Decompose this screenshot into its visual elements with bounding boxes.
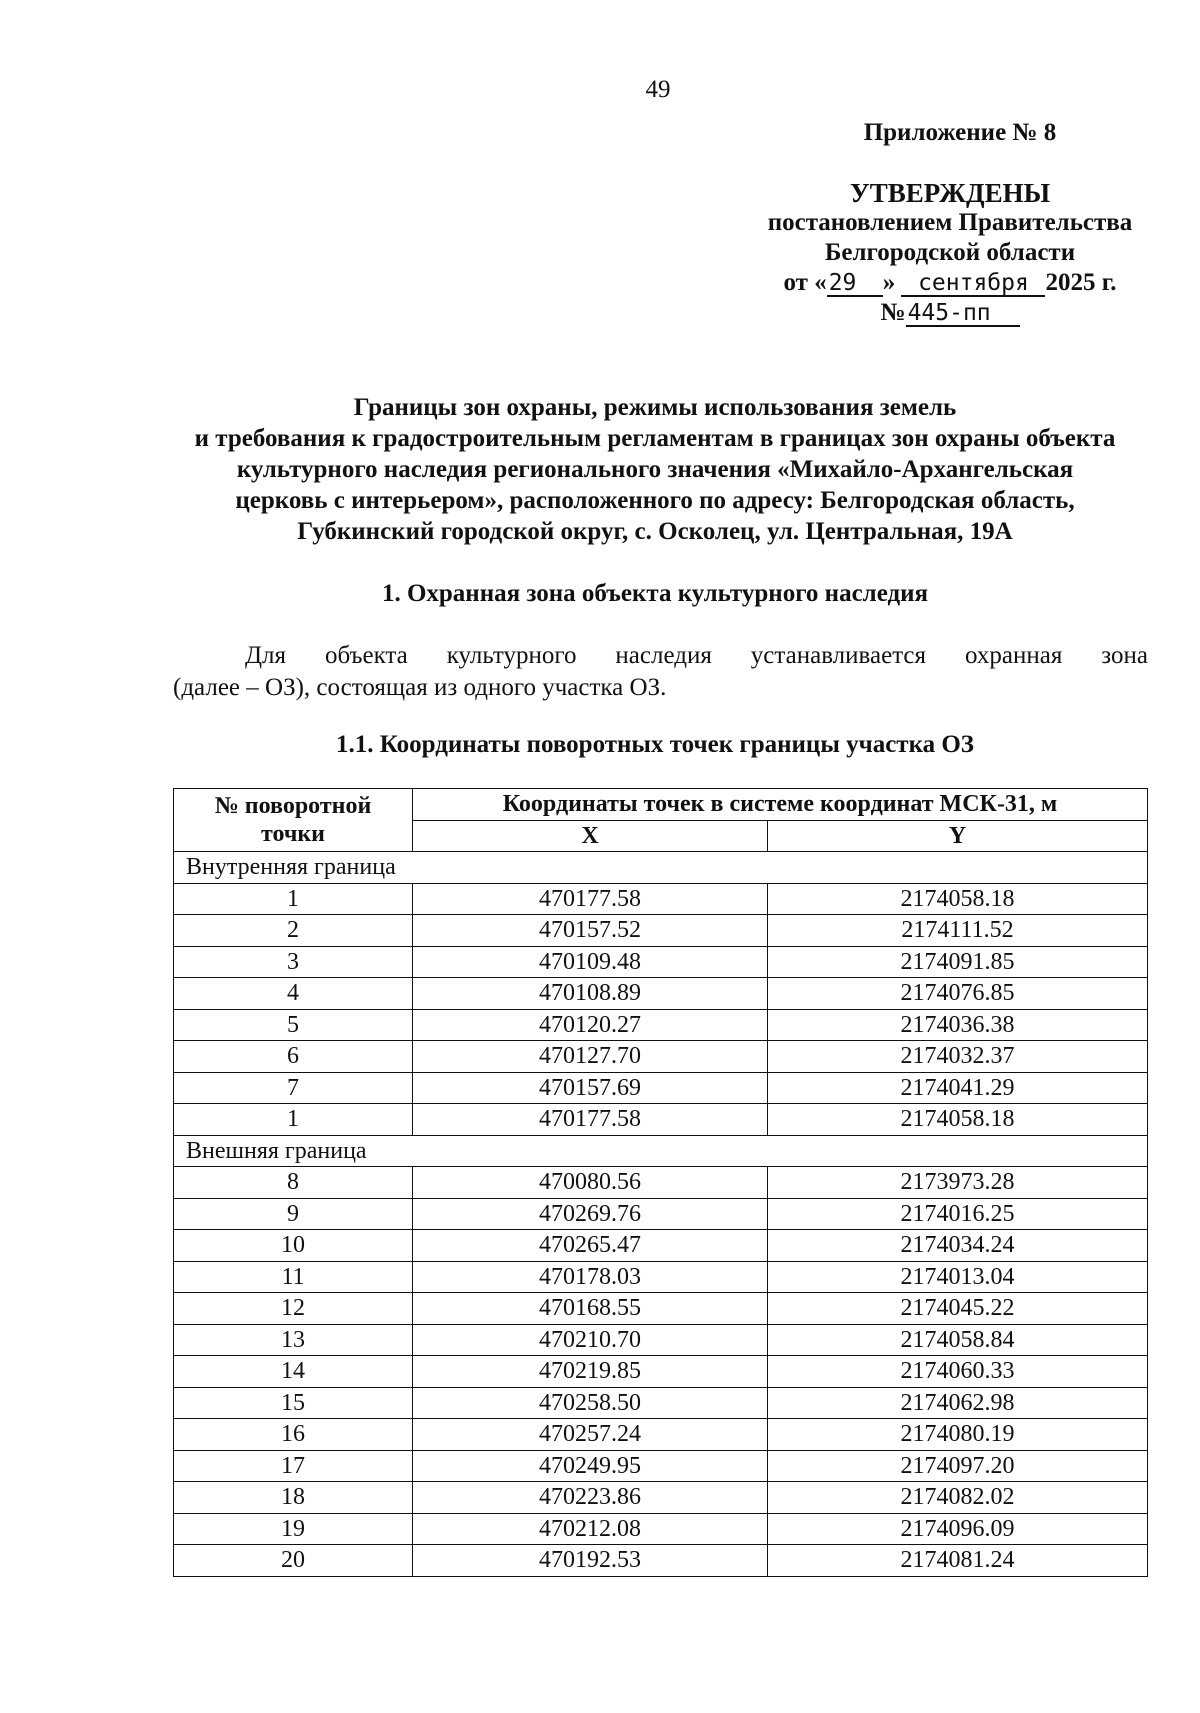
approval-block (740, 118, 1160, 328)
document-title (160, 392, 1150, 547)
header-point-number (174, 789, 413, 852)
x-coordinate-cell: 470258.50 (413, 1387, 768, 1419)
point-number-cell: 10 (174, 1230, 413, 1262)
point-number-cell: 16 (174, 1419, 413, 1451)
x-coordinate-cell: 470108.89 (413, 978, 768, 1010)
title-line: культурного наследия регионального значения «Михайло-Архангельская (236, 456, 1074, 483)
table-row (174, 1482, 1148, 1514)
group-label: Внешняя граница (174, 1135, 1148, 1167)
point-number-cell: 18 (174, 1482, 413, 1514)
y-coordinate-cell: 2174082.02 (768, 1482, 1148, 1514)
table-row (174, 1072, 1148, 1104)
y-coordinate-cell: 2174096.09 (768, 1513, 1148, 1545)
x-coordinate-cell: 470157.69 (413, 1072, 768, 1104)
number-prefix: № (880, 299, 906, 326)
section-paragraph (173, 640, 1148, 704)
table-row (174, 1545, 1148, 1577)
header-x: X (413, 820, 768, 852)
paragraph-line-2: (далее – ОЗ), состоящая из одного участка ОЗ. (173, 674, 667, 701)
y-coordinate-cell: 2174045.22 (768, 1293, 1148, 1325)
header-y: Y (768, 820, 1148, 852)
x-coordinate-cell: 470080.56 (413, 1167, 768, 1199)
table-row (174, 1324, 1148, 1356)
table-row (174, 1009, 1148, 1041)
x-coordinate-cell: 470265.47 (413, 1230, 768, 1262)
y-coordinate-cell: 2174076.85 (768, 978, 1148, 1010)
x-coordinate-cell: 470257.24 (413, 1419, 768, 1451)
coordinates-table (173, 788, 1148, 1577)
x-coordinate-cell: 470168.55 (413, 1293, 768, 1325)
point-number-cell: 13 (174, 1324, 413, 1356)
approval-line-2: Белгородской области (824, 239, 1076, 266)
table-body (174, 852, 1148, 1577)
x-coordinate-cell: 470223.86 (413, 1482, 768, 1514)
y-coordinate-cell: 2174058.18 (768, 883, 1148, 915)
y-coordinate-cell: 2174058.18 (768, 1104, 1148, 1136)
group-row (174, 852, 1148, 884)
table-row (174, 1230, 1148, 1262)
y-coordinate-cell: 2174013.04 (768, 1261, 1148, 1293)
point-number-cell: 7 (174, 1072, 413, 1104)
table-row (174, 946, 1148, 978)
point-number-cell: 12 (174, 1293, 413, 1325)
group-row (174, 1135, 1148, 1167)
x-coordinate-cell: 470212.08 (413, 1513, 768, 1545)
table-row (174, 1293, 1148, 1325)
approved-heading: УТВЕРЖДЕНЫ (849, 178, 1051, 208)
point-number-cell: 3 (174, 946, 413, 978)
y-coordinate-cell: 2174036.38 (768, 1009, 1148, 1041)
table-row (174, 1041, 1148, 1073)
point-number-cell: 17 (174, 1450, 413, 1482)
x-coordinate-cell: 470109.48 (413, 946, 768, 978)
approval-line-1: постановлением Правительства (767, 209, 1133, 236)
y-coordinate-cell: 2174081.24 (768, 1545, 1148, 1577)
group-label: Внутренняя граница (174, 852, 1148, 884)
x-coordinate-cell: 470127.70 (413, 1041, 768, 1073)
x-coordinate-cell: 470192.53 (413, 1545, 768, 1577)
x-coordinate-cell: 470210.70 (413, 1324, 768, 1356)
x-coordinate-cell: 470219.85 (413, 1356, 768, 1388)
y-coordinate-cell: 2174091.85 (768, 946, 1148, 978)
point-number-cell: 19 (174, 1513, 413, 1545)
subsection-heading: 1.1. Координаты поворотных точек границы участка ОЗ (336, 731, 974, 758)
point-number-cell: 2 (174, 915, 413, 947)
header-coordinates: Координаты точек в системе координат МСК-31, м (413, 789, 1148, 821)
table-row (174, 1261, 1148, 1293)
table-row (174, 1167, 1148, 1199)
point-number-cell: 4 (174, 978, 413, 1010)
y-coordinate-cell: 2174080.19 (768, 1419, 1148, 1451)
table-row (174, 1356, 1148, 1388)
date-year: 2025 г. (1045, 269, 1117, 296)
y-coordinate-cell: 2174060.33 (768, 1356, 1148, 1388)
y-coordinate-cell: 2174062.98 (768, 1387, 1148, 1419)
paragraph-line-1: Для объекта культурного наследия устанавливается охранная зона (245, 642, 1148, 669)
date-mid: » (882, 269, 896, 296)
y-coordinate-cell: 2174032.37 (768, 1041, 1148, 1073)
title-line: Губкинский городской округ, с. Осколец, ул. Центральная, 19А (297, 518, 1013, 545)
appendix-label: Приложение № 8 (863, 119, 1057, 146)
y-coordinate-cell: 2174097.20 (768, 1450, 1148, 1482)
table-row (174, 915, 1148, 947)
point-number-cell: 11 (174, 1261, 413, 1293)
point-number-cell: 1 (174, 1104, 413, 1136)
table-row (174, 1450, 1148, 1482)
x-coordinate-cell: 470177.58 (413, 1104, 768, 1136)
table-row (174, 1419, 1148, 1451)
y-coordinate-cell: 2174058.84 (768, 1324, 1148, 1356)
x-coordinate-cell: 470269.76 (413, 1198, 768, 1230)
header-point-line-1: № поворотной (214, 793, 372, 819)
table-row (174, 978, 1148, 1010)
y-coordinate-cell: 2173973.28 (768, 1167, 1148, 1199)
document-number: 445-пп (906, 301, 1020, 327)
table-row (174, 1513, 1148, 1545)
approval-number (740, 298, 1160, 328)
point-number-cell: 8 (174, 1167, 413, 1199)
table-row (174, 1387, 1148, 1419)
y-coordinate-cell: 2174016.25 (768, 1198, 1148, 1230)
title-line: церковь с интерьером», расположенного по адресу: Белгородская область, (235, 487, 1075, 514)
date-day: 29 (827, 271, 883, 297)
y-coordinate-cell: 2174111.52 (768, 915, 1148, 947)
approval-date (740, 268, 1160, 298)
x-coordinate-cell: 470178.03 (413, 1261, 768, 1293)
x-coordinate-cell: 470177.58 (413, 883, 768, 915)
point-number-cell: 14 (174, 1356, 413, 1388)
section-heading: 1. Охранная зона объекта культурного наследия (381, 580, 929, 607)
x-coordinate-cell: 470249.95 (413, 1450, 768, 1482)
date-prefix: от « (783, 269, 827, 296)
title-line: Границы зон охраны, режимы использования земель (353, 394, 957, 421)
point-number-cell: 5 (174, 1009, 413, 1041)
point-number-cell: 20 (174, 1545, 413, 1577)
title-line: и требования к градостроительным регламентам в границах зон охраны объекта (194, 425, 1116, 452)
table-row (174, 1198, 1148, 1230)
x-coordinate-cell: 470120.27 (413, 1009, 768, 1041)
point-number-cell: 6 (174, 1041, 413, 1073)
y-coordinate-cell: 2174041.29 (768, 1072, 1148, 1104)
table-row (174, 1104, 1148, 1136)
point-number-cell: 1 (174, 883, 413, 915)
page-number: 49 (645, 76, 671, 103)
y-coordinate-cell: 2174034.24 (768, 1230, 1148, 1262)
header-point-line-2: точки (260, 821, 326, 847)
table-row (174, 883, 1148, 915)
point-number-cell: 15 (174, 1387, 413, 1419)
date-month: сентября (901, 271, 1045, 297)
point-number-cell: 9 (174, 1198, 413, 1230)
x-coordinate-cell: 470157.52 (413, 915, 768, 947)
